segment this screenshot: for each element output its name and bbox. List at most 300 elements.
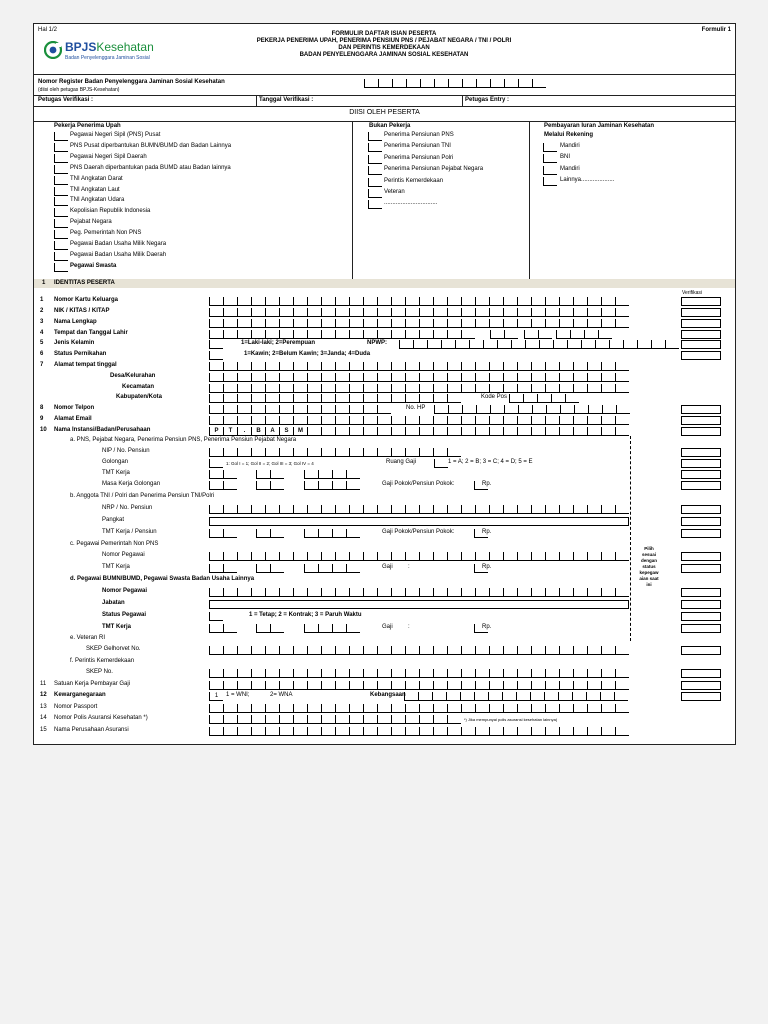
digit-cell[interactable] [363,646,377,655]
digit-cell[interactable] [335,448,349,457]
digit-cell[interactable] [209,362,223,371]
digit-cell[interactable] [567,340,581,349]
digit-cell[interactable] [419,416,433,425]
digit-cell[interactable] [476,405,490,414]
digit-cell[interactable] [377,715,391,724]
digit-cell[interactable] [447,308,461,317]
digit-cell[interactable] [601,727,615,736]
digit-cell[interactable] [587,362,601,371]
digit-cell[interactable] [279,646,293,655]
digit-cell[interactable] [265,330,279,339]
verification-box[interactable] [681,405,721,414]
digit-cell[interactable] [363,362,377,371]
digit-cell[interactable] [556,330,570,339]
digit-cell[interactable] [307,588,321,597]
checkbox-pekerja-4[interactable] [54,176,68,185]
digit-cell[interactable] [559,552,573,561]
digit-cell[interactable] [307,427,321,436]
digit-cell[interactable] [419,448,433,457]
digit-cell[interactable] [553,340,567,349]
digit-cell[interactable] [391,384,405,393]
digit-cell[interactable] [265,416,279,425]
checkbox-pekerja-2[interactable] [54,154,68,163]
digit-cell[interactable] [573,552,587,561]
digit-cell[interactable] [321,427,335,436]
digit-cell[interactable] [475,552,489,561]
digit-cell[interactable] [321,681,335,690]
digit-cell[interactable] [223,373,237,382]
digit-cell[interactable] [349,727,363,736]
digit-cell[interactable] [573,669,587,678]
digit-cell[interactable] [588,405,602,414]
digit-cell[interactable] [584,330,598,339]
digit-cell[interactable] [503,681,517,690]
verification-box[interactable] [681,669,721,678]
digit-cell[interactable] [332,470,346,479]
digit-cell[interactable] [209,624,223,633]
digit-cell[interactable] [209,297,223,306]
digit-cell[interactable] [517,681,531,690]
digit-cell[interactable] [531,681,545,690]
digit-cell[interactable] [265,552,279,561]
digit-cell[interactable] [377,405,391,414]
digit-cell[interactable] [251,588,265,597]
digit-cell[interactable] [318,624,332,633]
digit-cell[interactable] [265,704,279,713]
digit-cell[interactable] [489,669,503,678]
digit-cell[interactable] [209,612,223,621]
digit-cell[interactable] [476,79,490,88]
tmt-day[interactable] [209,470,237,479]
digit-cell[interactable] [601,588,615,597]
digit-cell[interactable] [475,646,489,655]
kk-number-field[interactable] [209,297,629,306]
digit-cell[interactable] [223,394,237,403]
verification-box[interactable] [681,470,721,479]
digit-cell[interactable] [531,384,545,393]
digit-cell[interactable] [270,624,284,633]
digit-cell[interactable] [609,340,623,349]
digit-cell[interactable] [503,505,517,514]
checkbox-pekerja-10[interactable] [54,241,68,250]
digit-cell[interactable] [307,505,321,514]
digit-cell[interactable] [489,384,503,393]
digit-cell[interactable] [489,416,503,425]
digit-cell[interactable] [349,669,363,678]
digit-cell[interactable] [363,681,377,690]
digit-cell[interactable] [517,297,531,306]
digit-cell[interactable] [363,394,377,403]
digit-cell[interactable] [293,448,307,457]
nik-field[interactable] [209,308,629,317]
digit-cell[interactable] [419,362,433,371]
digit-cell[interactable] [377,704,391,713]
digit-cell[interactable] [586,692,600,701]
digit-cell[interactable] [265,373,279,382]
digit-cell[interactable] [237,704,251,713]
digit-cell[interactable] [307,727,321,736]
digit-cell[interactable] [363,297,377,306]
digit-cell[interactable] [559,373,573,382]
digit-cell[interactable] [545,704,559,713]
digit-cell[interactable] [405,704,419,713]
digit-cell[interactable] [419,330,433,339]
digit-cell[interactable] [265,405,279,414]
digit-cell[interactable] [377,373,391,382]
digit-cell[interactable] [209,552,223,561]
digit-cell[interactable] [475,308,489,317]
digit-cell[interactable] [460,692,474,701]
digit-cell[interactable] [433,297,447,306]
digit-cell[interactable] [391,727,405,736]
digit-cell[interactable] [209,308,223,317]
digit-cell[interactable] [602,405,616,414]
digit-cell[interactable] [461,727,475,736]
digit-cell[interactable] [377,727,391,736]
digit-cell[interactable] [321,373,335,382]
digit-cell[interactable] [601,646,615,655]
digit-cell[interactable] [573,384,587,393]
digit-cell[interactable] [363,588,377,597]
digit-cell[interactable] [270,564,284,573]
digit-cell[interactable] [279,330,293,339]
digit-cell[interactable] [293,669,307,678]
digit-cell[interactable] [559,681,573,690]
digit-cell[interactable] [405,308,419,317]
digit-cell[interactable] [461,552,475,561]
verification-box[interactable] [681,340,721,349]
digit-cell[interactable] [223,624,237,633]
digit-cell[interactable] [559,362,573,371]
digit-cell[interactable] [335,319,349,328]
digit-cell[interactable] [434,459,448,468]
digit-cell[interactable] [363,505,377,514]
digit-cell[interactable] [572,692,586,701]
digit-cell[interactable] [587,681,601,690]
verification-box[interactable] [681,600,721,609]
digit-cell[interactable] [270,529,284,538]
verification-box[interactable] [681,297,721,306]
digit-cell[interactable] [587,308,601,317]
digit-cell[interactable] [419,646,433,655]
digit-cell[interactable] [237,588,251,597]
digit-cell[interactable] [293,297,307,306]
digit-cell[interactable] [223,384,237,393]
digit-cell[interactable] [623,340,637,349]
digit-cell[interactable] [601,319,615,328]
gender-field[interactable] [209,340,223,349]
digit-cell[interactable] [349,308,363,317]
digit-cell[interactable] [223,481,237,490]
digit-cell[interactable] [474,692,488,701]
digit-cell[interactable] [377,669,391,678]
verification-box[interactable] [681,646,721,655]
digit-cell[interactable] [545,319,559,328]
digit-cell[interactable] [601,297,615,306]
digit-cell[interactable] [475,681,489,690]
digit-cell[interactable] [447,588,461,597]
digit-cell[interactable] [209,481,223,490]
email-field[interactable] [209,416,629,425]
digit-cell[interactable] [335,384,349,393]
digit-cell[interactable] [237,727,251,736]
digit-cell[interactable] [251,384,265,393]
digit-cell[interactable] [391,588,405,597]
digit-cell[interactable] [293,505,307,514]
digit-cell[interactable] [447,448,461,457]
digit-cell[interactable] [209,394,223,403]
district-field[interactable] [209,384,629,393]
digit-cell[interactable] [377,308,391,317]
digit-cell[interactable] [587,427,601,436]
digit-cell[interactable] [318,564,332,573]
digit-cell[interactable] [531,416,545,425]
digit-cell[interactable] [307,373,321,382]
digit-cell[interactable] [223,319,237,328]
digit-cell[interactable] [518,79,532,88]
checkbox-pekerja-6[interactable] [54,197,68,206]
digit-cell[interactable] [447,394,461,403]
tmt-c-year[interactable] [304,564,360,573]
digit-cell[interactable] [559,588,573,597]
institution-field[interactable] [209,427,629,436]
checkbox-pekerja-5[interactable] [54,187,68,196]
tmt-year[interactable] [304,470,360,479]
digit-cell[interactable] [433,505,447,514]
digit-cell[interactable] [223,681,237,690]
digit-cell[interactable] [335,330,349,339]
digit-cell[interactable] [265,727,279,736]
digit-cell[interactable] [321,384,335,393]
digit-cell[interactable] [377,416,391,425]
digit-cell[interactable] [391,552,405,561]
digit-cell[interactable] [461,681,475,690]
checkbox-bukan-pekerja-1[interactable] [368,143,382,152]
checkbox-bukan-pekerja-5[interactable] [368,189,382,198]
digit-cell[interactable] [391,362,405,371]
digit-cell[interactable] [223,330,237,339]
digit-cell[interactable] [455,340,469,349]
digit-cell[interactable] [433,669,447,678]
digit-cell[interactable] [405,373,419,382]
digit-cell[interactable] [349,373,363,382]
digit-cell[interactable] [447,319,461,328]
mobile-field[interactable] [434,405,630,414]
digit-cell[interactable] [209,727,223,736]
digit-cell[interactable] [461,669,475,678]
digit-cell[interactable] [391,373,405,382]
digit-cell[interactable] [223,448,237,457]
digit-cell[interactable] [524,330,538,339]
digit-cell[interactable] [346,529,360,538]
digit-cell[interactable] [517,588,531,597]
digit-cell[interactable] [265,448,279,457]
digit-cell[interactable] [433,552,447,561]
digit-cell[interactable] [392,79,406,88]
checkbox-pekerja-0[interactable] [54,132,68,141]
digit-cell[interactable] [251,362,265,371]
digit-cell[interactable] [551,394,565,403]
digit-cell[interactable] [363,330,377,339]
digit-cell[interactable] [349,704,363,713]
digit-cell[interactable] [517,373,531,382]
digit-cell[interactable] [346,470,360,479]
digit-cell[interactable] [504,330,518,339]
digit-cell[interactable] [391,669,405,678]
digit-cell[interactable] [433,588,447,597]
digit-cell[interactable] [573,416,587,425]
checkbox-pekerja-7[interactable] [54,208,68,217]
digit-cell[interactable] [209,704,223,713]
verification-box[interactable] [681,505,721,514]
digit-cell[interactable] [433,394,447,403]
digit-cell[interactable] [307,681,321,690]
digit-cell[interactable]: A [265,427,279,436]
birth-day-field[interactable] [490,330,518,339]
register-number-field[interactable] [364,79,546,88]
digit-cell[interactable] [346,624,360,633]
digit-cell[interactable] [391,319,405,328]
digit-cell[interactable] [335,405,349,414]
digit-cell[interactable] [433,727,447,736]
digit-cell[interactable] [545,727,559,736]
digit-cell[interactable] [307,384,321,393]
digit-cell[interactable] [335,704,349,713]
digit-cell[interactable] [573,373,587,382]
digit-cell[interactable] [503,427,517,436]
digit-cell[interactable] [223,405,237,414]
digit-cell[interactable] [209,715,223,724]
digit-cell[interactable] [391,448,405,457]
digit-cell[interactable] [531,362,545,371]
birth-month-field[interactable] [524,330,552,339]
digit-cell[interactable] [223,704,237,713]
polis-field[interactable] [209,715,461,724]
insurance-company-field[interactable] [209,727,629,736]
digit-cell[interactable] [615,308,629,317]
digit-cell[interactable] [503,308,517,317]
digit-cell[interactable] [307,715,321,724]
digit-cell[interactable] [237,362,251,371]
digit-cell[interactable] [447,704,461,713]
digit-cell[interactable] [433,448,447,457]
digit-cell[interactable] [433,330,447,339]
digit-cell[interactable] [321,715,335,724]
tmt-c-month[interactable] [256,564,284,573]
digit-cell[interactable] [531,646,545,655]
digit-cell[interactable] [489,727,503,736]
digit-cell[interactable] [565,394,579,403]
digit-cell[interactable] [517,646,531,655]
digit-cell[interactable] [447,416,461,425]
digit-cell[interactable] [237,394,251,403]
digit-cell[interactable] [209,416,223,425]
digit-cell[interactable] [433,416,447,425]
digit-cell[interactable] [251,394,265,403]
digit-cell[interactable]: B [251,427,265,436]
digit-cell[interactable] [251,416,265,425]
digit-cell[interactable] [349,319,363,328]
digit-cell[interactable] [489,646,503,655]
tmt-c-day[interactable] [209,564,237,573]
digit-cell[interactable] [614,692,628,701]
digit-cell[interactable] [335,681,349,690]
digit-cell[interactable] [223,529,237,538]
digit-cell[interactable] [404,692,418,701]
digit-cell[interactable] [503,373,517,382]
digit-cell[interactable] [615,427,629,436]
digit-cell[interactable] [335,552,349,561]
digit-cell[interactable] [545,297,559,306]
digit-cell[interactable] [559,427,573,436]
digit-cell[interactable] [223,362,237,371]
digit-cell[interactable] [349,681,363,690]
digit-cell[interactable] [462,405,476,414]
digit-cell[interactable] [573,588,587,597]
tmt-month[interactable] [256,470,284,479]
digit-cell[interactable] [332,481,346,490]
digit-cell[interactable] [349,416,363,425]
masa-month[interactable] [256,481,284,490]
digit-cell[interactable] [538,330,552,339]
digit-cell[interactable] [483,340,497,349]
digit-cell[interactable] [545,384,559,393]
digit-cell[interactable] [418,692,432,701]
birth-year-field[interactable] [556,330,612,339]
digit-cell[interactable] [377,384,391,393]
digit-cell[interactable] [517,319,531,328]
digit-cell[interactable] [587,727,601,736]
digit-cell[interactable] [304,624,318,633]
digit-cell[interactable] [490,79,504,88]
digit-cell[interactable] [448,405,462,414]
digit-cell[interactable] [237,448,251,457]
digit-cell[interactable] [544,692,558,701]
digit-cell[interactable] [413,340,427,349]
digit-cell[interactable] [406,79,420,88]
digit-cell[interactable] [237,405,251,414]
digit-cell[interactable] [601,373,615,382]
digit-cell[interactable] [419,384,433,393]
digit-cell[interactable] [391,394,405,403]
digit-cell[interactable] [256,564,270,573]
digit-cell[interactable] [587,704,601,713]
digit-cell[interactable] [447,681,461,690]
digit-cell[interactable] [419,704,433,713]
verification-box[interactable] [681,308,721,317]
digit-cell[interactable] [509,394,523,403]
digit-cell[interactable] [335,373,349,382]
digit-cell[interactable] [517,308,531,317]
digit-cell[interactable] [335,715,349,724]
digit-cell[interactable] [525,340,539,349]
digit-cell[interactable] [475,588,489,597]
verification-box[interactable] [681,588,721,597]
digit-cell[interactable] [523,394,537,403]
digit-cell[interactable] [265,362,279,371]
digit-cell[interactable] [447,505,461,514]
address-field[interactable] [209,362,629,371]
digit-cell[interactable] [559,416,573,425]
digit-cell[interactable] [573,505,587,514]
digit-cell[interactable] [419,319,433,328]
digit-cell[interactable] [265,505,279,514]
digit-cell[interactable] [461,416,475,425]
golongan-field[interactable] [209,459,223,468]
digit-cell[interactable] [405,448,419,457]
digit-cell[interactable] [279,384,293,393]
digit-cell[interactable] [279,448,293,457]
